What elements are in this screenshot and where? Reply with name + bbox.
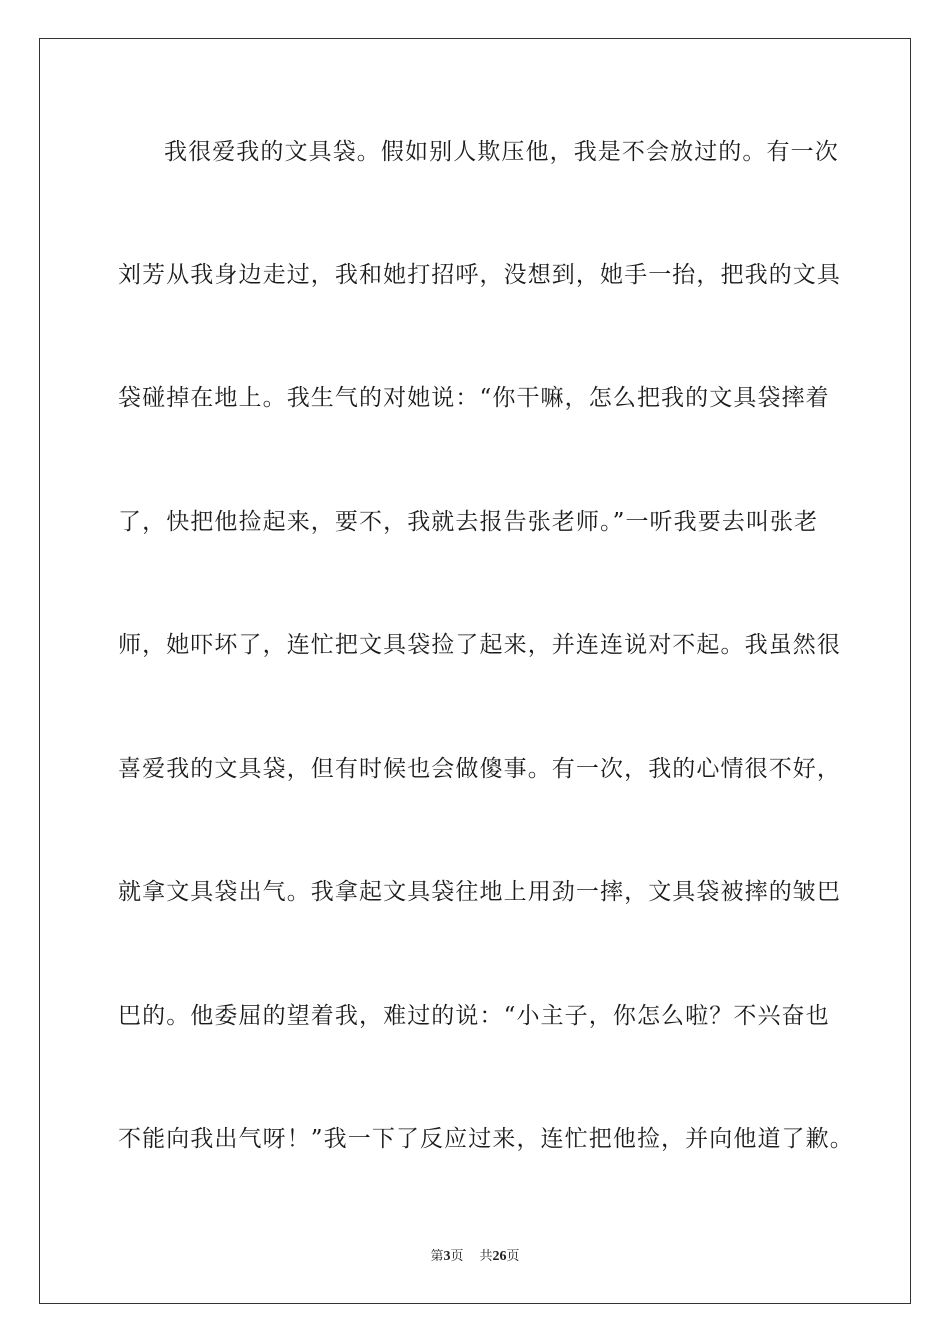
page-suffix: 页	[450, 1249, 464, 1264]
text-line: 不能向我出气呀！”我一下了反应过来，连忙把他捡，并向他道了歉。	[118, 1126, 854, 1152]
text-line: 了，快把他捡起来，要不，我就去报告张老师。”一听我要去叫张老	[118, 509, 819, 535]
total-suffix: 页	[506, 1249, 520, 1264]
text-line: 巴的。他委屈的望着我，难过的说：“小主子，你怎么啦？不兴奋也	[118, 1003, 830, 1029]
page-border	[39, 38, 911, 1304]
page-number: 3	[443, 1249, 451, 1264]
text-line: 师，她吓坏了，连忙把文具袋捡了起来，并连连说对不起。我虽然很	[118, 632, 841, 658]
text-line: 就拿文具袋出气。我拿起文具袋往地上用劲一摔，文具袋被摔的皱巴	[118, 879, 841, 905]
text-line: 刘芳从我身边走过，我和她打招呼，没想到，她手一抬，把我的文具	[118, 262, 841, 288]
page-footer	[0, 1245, 950, 1265]
total-prefix: 共	[479, 1249, 493, 1264]
total-pages: 26	[492, 1249, 507, 1264]
text-line: 我很爱我的文具袋。假如别人欺压他，我是不会放过的。有一次	[164, 139, 839, 165]
text-line: 袋碰掉在地上。我生气的对她说：“你干嘛，怎么把我的文具袋摔着	[118, 385, 830, 411]
text-line: 喜爱我的文具袋，但有时候也会做傻事。有一次，我的心情很不好，	[118, 756, 841, 782]
page-prefix: 第	[430, 1249, 444, 1264]
